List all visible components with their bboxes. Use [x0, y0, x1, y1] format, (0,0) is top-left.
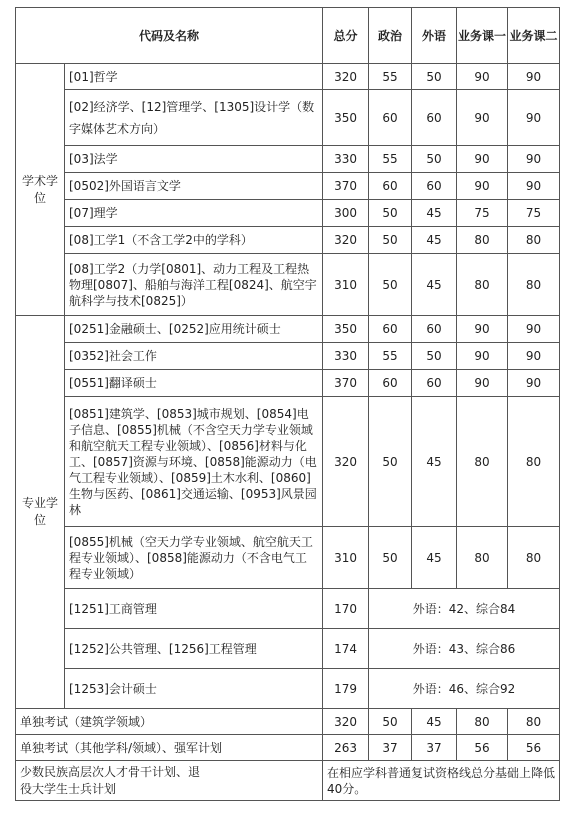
row-total: 320	[323, 227, 369, 254]
table-row	[16, 735, 560, 761]
table-row	[16, 629, 560, 669]
footer-name-cell	[16, 761, 323, 801]
row-language: 60	[412, 316, 457, 343]
row-name: [07]理学	[65, 200, 323, 227]
row-course1: 80	[457, 527, 508, 589]
row-name: [02]经济学、[12]管理学、[1305]设计学（数字媒体艺术方向）	[65, 90, 323, 146]
row-course2: 56	[508, 735, 560, 761]
row-language: 37	[412, 735, 457, 761]
row-language: 45	[412, 397, 457, 527]
table-row	[16, 316, 560, 343]
row-course2: 90	[508, 316, 560, 343]
row-total: 330	[323, 343, 369, 370]
row-politics: 60	[369, 90, 412, 146]
row-name: [01]哲学	[65, 64, 323, 90]
row-course2: 90	[508, 343, 560, 370]
table-row	[16, 527, 560, 589]
row-language: 60	[412, 90, 457, 146]
header-total: 总分	[323, 8, 369, 64]
row-language: 50	[412, 64, 457, 90]
table-row	[16, 343, 560, 370]
header-row	[16, 8, 560, 64]
row-language: 60	[412, 370, 457, 397]
row-politics: 55	[369, 343, 412, 370]
row-name: [0502]外国语言文学	[65, 173, 323, 200]
row-course1: 90	[457, 343, 508, 370]
row-politics: 50	[369, 227, 412, 254]
footer-note: 在相应学科普通复试资格线总分基础上降低40分。	[323, 761, 560, 801]
header-name: 代码及名称	[16, 8, 323, 64]
row-name: 单独考试（建筑学领域）	[16, 709, 323, 735]
row-requirement: 外语：46、综合92	[369, 669, 560, 709]
row-politics: 60	[369, 173, 412, 200]
row-course1: 90	[457, 146, 508, 173]
row-total: 300	[323, 200, 369, 227]
row-course1: 80	[457, 709, 508, 735]
row-total: 370	[323, 370, 369, 397]
row-politics: 50	[369, 254, 412, 316]
row-course1: 90	[457, 90, 508, 146]
category-professional: 专业学位	[16, 316, 65, 709]
header-politics: 政治	[369, 8, 412, 64]
row-language: 45	[412, 254, 457, 316]
row-language: 50	[412, 146, 457, 173]
row-name: [1251]工商管理	[65, 589, 323, 629]
row-course2: 80	[508, 709, 560, 735]
row-total: 320	[323, 397, 369, 527]
table-row	[16, 254, 560, 316]
row-name: [03]法学	[65, 146, 323, 173]
table-row	[16, 669, 560, 709]
row-total: 174	[323, 629, 369, 669]
row-name: [0855]机械（空天力学专业领域、航空航天工程专业领域）、[0858]能源动力（不含电气工程专业领域）	[65, 527, 323, 589]
row-name: [0352]社会工作	[65, 343, 323, 370]
table-row	[16, 709, 560, 735]
row-name: [1253]会计硕士	[65, 669, 323, 709]
footer-row	[16, 761, 560, 801]
header-language: 外语	[412, 8, 457, 64]
row-politics: 55	[369, 64, 412, 90]
row-course2: 90	[508, 64, 560, 90]
table-row	[16, 589, 560, 629]
row-course1: 80	[457, 254, 508, 316]
row-language: 45	[412, 227, 457, 254]
row-course2: 90	[508, 370, 560, 397]
row-politics: 50	[369, 709, 412, 735]
row-course1: 80	[457, 227, 508, 254]
table-row	[16, 397, 560, 527]
row-requirement: 外语：43、综合86	[369, 629, 560, 669]
row-course1: 90	[457, 173, 508, 200]
row-politics: 60	[369, 370, 412, 397]
row-course2: 80	[508, 397, 560, 527]
row-course2: 90	[508, 146, 560, 173]
row-total: 320	[323, 709, 369, 735]
row-total: 179	[323, 669, 369, 709]
table-row	[16, 200, 560, 227]
row-total: 310	[323, 254, 369, 316]
row-politics: 50	[369, 200, 412, 227]
category-academic: 学术学位	[16, 64, 65, 316]
row-politics: 55	[369, 146, 412, 173]
header-course1: 业务课一	[457, 8, 508, 64]
row-total: 320	[323, 64, 369, 90]
row-name: [0251]金融硕士、[0252]应用统计硕士	[65, 316, 323, 343]
header-course2: 业务课二	[508, 8, 560, 64]
row-course2: 90	[508, 90, 560, 146]
row-course2: 90	[508, 173, 560, 200]
table-row	[16, 227, 560, 254]
row-language: 45	[412, 709, 457, 735]
table-row	[16, 64, 560, 90]
score-table	[15, 7, 560, 801]
row-name: [1252]公共管理、[1256]工程管理	[65, 629, 323, 669]
row-course2: 80	[508, 254, 560, 316]
row-politics: 50	[369, 527, 412, 589]
row-course1: 90	[457, 64, 508, 90]
row-name: [08]工学1（不含工学2中的学科）	[65, 227, 323, 254]
row-total: 350	[323, 316, 369, 343]
row-politics: 37	[369, 735, 412, 761]
footer-name: 少数民族高层次人才骨干计划、退役大学生士兵计划	[20, 764, 201, 796]
row-course1: 90	[457, 370, 508, 397]
row-total: 370	[323, 173, 369, 200]
row-name: [0851]建筑学、[0853]城市规划、[0854]电子信息、[0855]机械（不含空天力学专业领域和航空航天工程专业领域）、[0856]材料与化工、[0857]资源与环境、[0858]能源动力（电气工程专业领域）、[0859]土木水利、[0860]生物与医药、[0861]交通运输、[0953]风景园林	[65, 397, 323, 527]
row-language: 45	[412, 200, 457, 227]
row-course2: 80	[508, 227, 560, 254]
row-language: 60	[412, 173, 457, 200]
table-row	[16, 370, 560, 397]
row-course1: 75	[457, 200, 508, 227]
row-total: 263	[323, 735, 369, 761]
row-total: 170	[323, 589, 369, 629]
table-row	[16, 90, 560, 146]
row-course1: 90	[457, 316, 508, 343]
table-row	[16, 173, 560, 200]
row-course1: 56	[457, 735, 508, 761]
row-requirement: 外语：42、综合84	[369, 589, 560, 629]
row-total: 330	[323, 146, 369, 173]
row-course1: 80	[457, 397, 508, 527]
row-politics: 50	[369, 397, 412, 527]
row-course2: 75	[508, 200, 560, 227]
row-course2: 80	[508, 527, 560, 589]
row-total: 350	[323, 90, 369, 146]
row-language: 45	[412, 527, 457, 589]
row-name: [0551]翻译硕士	[65, 370, 323, 397]
row-name: [08]工学2（力学[0801]、动力工程及工程热物理[0807]、船舶与海洋工程[0824]、航空宇航科学与技术[0825]）	[65, 254, 323, 316]
row-language: 50	[412, 343, 457, 370]
row-politics: 60	[369, 316, 412, 343]
row-total: 310	[323, 527, 369, 589]
table-row	[16, 146, 560, 173]
row-name: 单独考试（其他学科/领域）、强军计划	[16, 735, 323, 761]
